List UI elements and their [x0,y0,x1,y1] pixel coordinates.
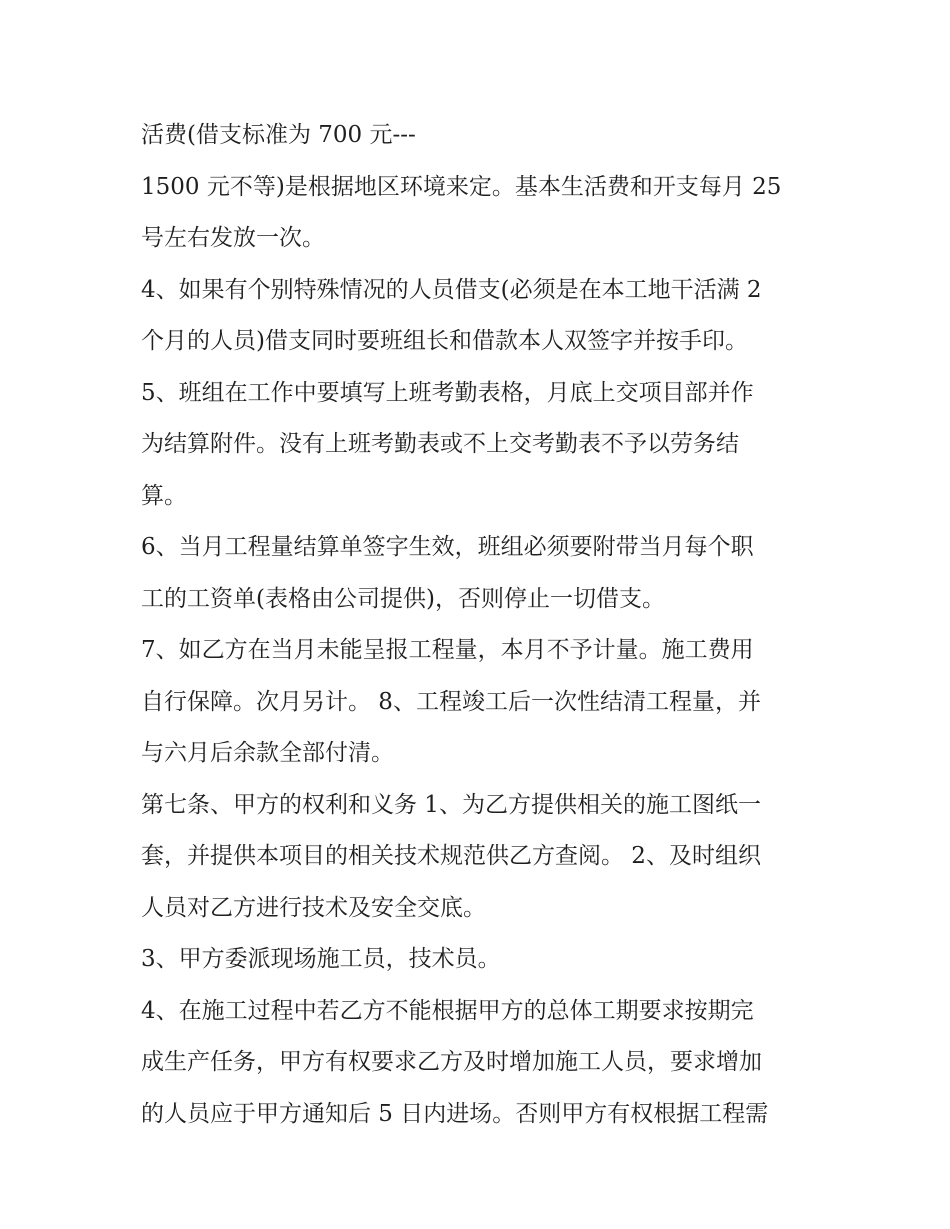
text-line: 算。 [141,482,187,509]
text-line: 4、如果有个别特殊情况的人员借支(必须是在本工地干活满 2 [141,276,762,303]
text-line: 为结算附件。没有上班考勤表或不上交考勤表不予以劳务结 [141,431,739,457]
text-line: 自行保障。次月另计。 8、工程竣工后一次性结清工程量，并 [141,688,761,715]
text-line: 3、甲方委派现场施工员，技术员。 [141,946,501,972]
text-line: 7、如乙方在当月未能呈报工程量，本月不予计量。施工费用 [141,637,754,663]
text-line: 5、班组在工作中要填写上班考勤表格，月底上交项目部并作 [141,379,754,406]
text-line: 套，并提供本项目的相关技术规范供乙方查阅。 2、及时组织 [141,843,761,869]
text-line: 第七条、甲方的权利和义务 1、为乙方提供相关的施工图纸一 [141,791,761,818]
text-line: 成生产任务，甲方有权要求乙方及时增加施工人员，要求增加 [141,1049,762,1075]
text-line: 1500 元不等)是根据地区环境来定。基本生活费和开支每月 25 [141,173,782,200]
text-line: 人员对乙方进行技术及安全交底。 [141,894,486,921]
text-line: 工的工资单(表格由公司提供)，否则停止一切借支。 [141,585,665,612]
text-line: 的人员应于甲方通知后 5 日内进场。否则甲方有权根据工程需 [141,1100,769,1127]
text-line: 号左右发放一次。 [141,225,325,251]
text-line: 4、在施工过程中若乙方不能根据甲方的总体工期要求按期完 [141,997,754,1024]
text-line: 6、当月工程量结算单签字生效，班组必须要附带当月每个职 [141,534,754,560]
text-line: 与六月后余款全部付清。 [141,740,394,766]
text-line: 活费(借支标准为 700 元--- [141,122,416,148]
body-text [141,110,816,1140]
text-line: 个月的人员)借支同时要班组长和借款本人双签字并按手印。 [141,328,748,354]
